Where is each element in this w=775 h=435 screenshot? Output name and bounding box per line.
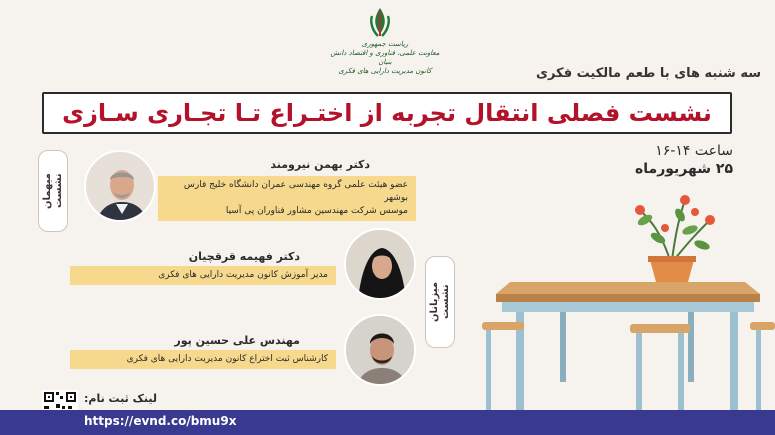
page-title: نشست فصلی انتقال تجربه از اختـراع تـا تجـاری سـازی: [62, 99, 712, 127]
avatar-speaker-1: [84, 150, 156, 222]
registration-label: لینک ثبت نام:: [84, 392, 158, 405]
avatar-speaker-3: [344, 314, 416, 386]
logo-line-1: ریاست جمهوری: [361, 40, 409, 48]
hosts-tag: [425, 256, 455, 348]
speaker-1-role-line-1: عضو هیئت علمی گروه مهندسی عمران دانشگاه خلیج فارس بوشهر: [183, 180, 408, 203]
page-title-box: [42, 92, 732, 134]
speaker-1-name: دکتر بهمن نیرومند: [270, 158, 370, 171]
series-subtitle: سه شنبه های با طعم مالکیت فکری: [536, 66, 761, 81]
speaker-3-name: مهندس علی حسین پور: [174, 334, 300, 347]
emblem-icon: [366, 6, 394, 40]
speaker-3-role-line-1: کارشناس ثبت اختراع کانون مدیریت دارایی های فکری: [126, 354, 328, 364]
event-date: ۲۵ شهریورماه: [635, 161, 733, 177]
speaker-3-role: [70, 350, 336, 369]
guest-tag-label: میهمان نشست: [42, 173, 64, 209]
speaker-2-role-line-1: مدیر آموزش کانون مدیریت دارایی های فکری: [158, 270, 328, 280]
avatar-speaker-2: [344, 228, 416, 300]
event-time: ساعت ۱۴-۱۶: [655, 143, 733, 159]
schedule: [635, 142, 733, 178]
guest-tag: [38, 150, 68, 232]
logo-line-2: معاونت علمی، فناوری و اقتصاد دانش بنیان: [330, 49, 440, 66]
plant-icon: [635, 195, 715, 282]
logo-text: [330, 40, 440, 76]
logo-line-3: کانون مدیریت دارایی های فکری: [338, 67, 432, 75]
speaker-1-role: [158, 176, 416, 221]
speaker-2-role: [70, 266, 336, 285]
speaker-1-role-line-2: موسس شرکت مهندسین مشاور فناوران پی آسیا: [225, 206, 408, 216]
speaker-2-name: دکتر فهیمه قرقچیان: [188, 250, 300, 263]
table-plant-illustration: [480, 190, 775, 410]
registration-link[interactable]: https://evnd.co/bmu9x: [84, 414, 237, 428]
hosts-tag-label: میزبانان نشست: [429, 281, 451, 323]
